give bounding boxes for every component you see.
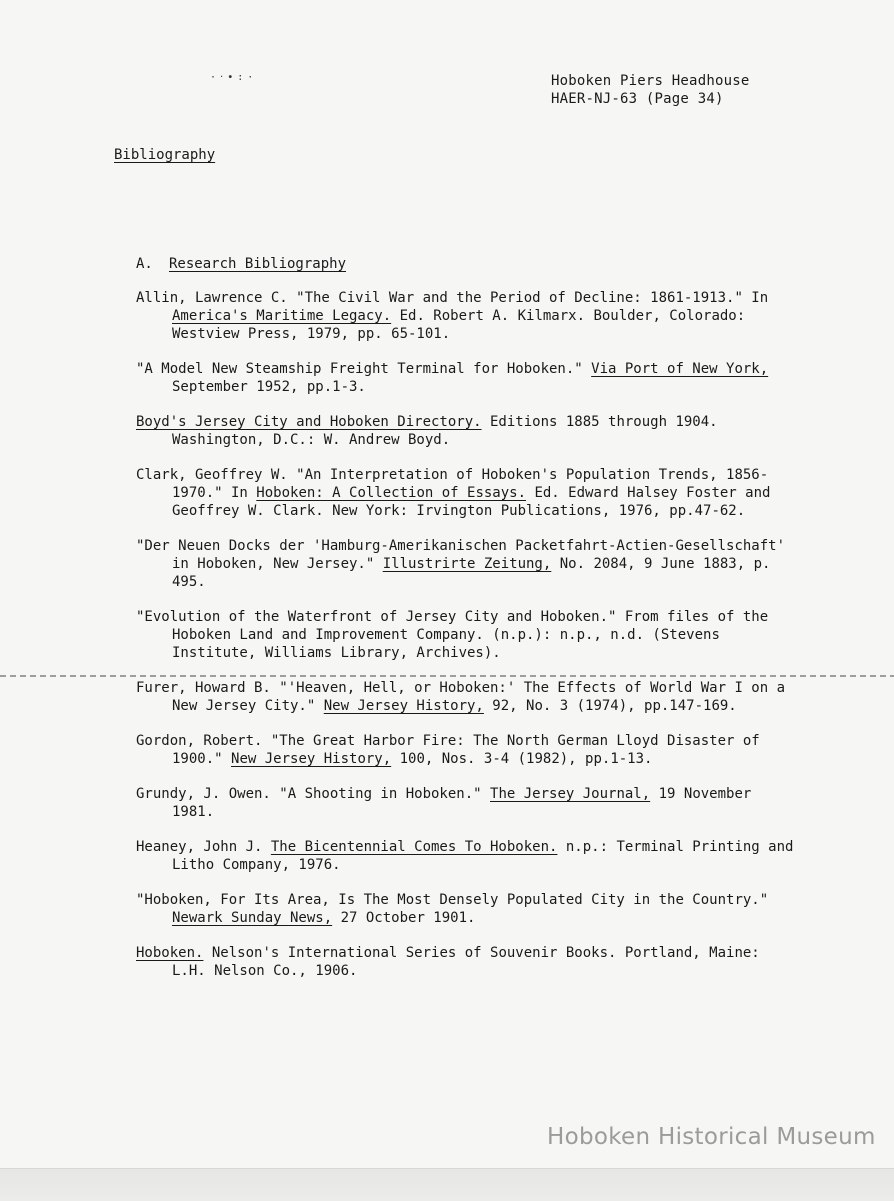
bibliography-entry (136, 360, 796, 396)
entry-title-underlined: Newark Sunday News, (172, 910, 333, 926)
bibliography-entry (136, 838, 802, 874)
bibliography-entry (136, 608, 796, 662)
bibliography-entry (136, 289, 796, 343)
entry-title-underlined: Via Port of New York, (591, 361, 769, 377)
subsection-letter: A. (136, 256, 153, 272)
fold-line (0, 675, 894, 677)
scan-specks: ·‧∙:· (210, 72, 258, 83)
entry-text: Nelson's International Series of Souvenir Books. Portland, Maine: L.H. Nelson Co., 1906. (172, 945, 769, 979)
bibliography-entry (136, 679, 796, 715)
page-header (551, 72, 749, 108)
entry-title-underlined: Illustrirte Zeitung, (382, 556, 552, 572)
entry-text: Heaney, John J. (136, 839, 271, 855)
entry-text: No. 2084, 9 June 1883, p. 495. (172, 556, 779, 590)
entry-text: Furer, Howard B. "'Heaven, Hell, or Hoboken:' The Effects of World War I on a New Jersey City." (136, 680, 794, 714)
entry-text: Gordon, Robert. "The Great Harbor Fire: The North German Lloyd Disaster of 1900." (136, 733, 769, 767)
bibliography-entry (136, 944, 796, 980)
bibliography-entry (136, 785, 796, 821)
bibliography-entry (136, 732, 796, 768)
entry-text: Ed. Edward Halsey Foster and Geoffrey W. Clark. New York: Irvington Publications, 1976, pp.47-62. (172, 485, 779, 519)
entry-title-underlined: Hoboken: A Collection of Essays. (256, 485, 527, 501)
entry-text: "A Model New Steamship Freight Terminal for Hoboken." (136, 361, 592, 377)
entry-text: Clark, Geoffrey W. "An Interpretation of Hoboken's Population Trends, 1856-1970." In (136, 467, 769, 501)
subsection-title: Research Bibliography (169, 256, 347, 272)
bibliography-entry (136, 466, 796, 520)
entry-text: 100, Nos. 3-4 (1982), pp.1-13. (391, 751, 653, 767)
entry-text: "Der Neuen Docks der 'Hamburg-Amerikanischen Packetfahrt-Actien-Gesellschaft' in Hoboken, New Jersey." (136, 538, 794, 572)
bibliography-entry (136, 537, 796, 591)
entry-title-underlined: America's Maritime Legacy. (172, 308, 392, 324)
entry-text: 19 November 1981. (172, 786, 760, 820)
entry-title-underlined: The Bicentennial Comes To Hoboken. (270, 839, 558, 855)
subsection-heading (136, 255, 346, 273)
entry-text: Grundy, J. Owen. "A Shooting in Hoboken." (136, 786, 491, 802)
entry-text: "Evolution of the Waterfront of Jersey City and Hoboken." From files of the Hoboken Land and Improvement Company. (n.p.): n.p., n.d. (Stevens Institute, Williams Library, Archives). (136, 609, 777, 661)
bibliography-entry (136, 413, 796, 449)
entry-title-underlined: New Jersey History, (231, 751, 392, 767)
section-title: Bibliography (114, 147, 216, 163)
entry-title-underlined: The Jersey Journal, (490, 786, 651, 802)
entry-text: Allin, Lawrence C. "The Civil War and the Period of Decline: 1861-1913." In (136, 290, 777, 306)
entry-title-underlined: New Jersey History, (323, 698, 484, 714)
entry-text: 92, No. 3 (1974), pp.147-169. (483, 698, 737, 714)
scan-bottom-edge (0, 1168, 894, 1201)
entry-text: 27 October 1901. (332, 910, 476, 926)
header-title: Hoboken Piers Headhouse (551, 73, 750, 89)
watermark: Hoboken Historical Museum (547, 1124, 876, 1150)
entry-text: "Hoboken, For Its Area, Is The Most Densely Populated City in the Country." (136, 892, 777, 908)
entry-text: Editions 1885 through 1904. Washington, D.C.: W. Andrew Boyd. (172, 414, 727, 448)
header-page-ref: HAER-NJ-63 (Page 34) (551, 91, 724, 107)
entry-text: September 1952, pp.1-3. (172, 361, 777, 395)
entry-text: n.p.: Terminal Printing and Litho Company, 1976. (172, 839, 802, 873)
entry-text: Ed. Robert A. Kilmarx. Boulder, Colorado: Westview Press, 1979, pp. 65-101. (172, 308, 754, 342)
bibliography-entry (136, 891, 796, 927)
entry-title-underlined: Hoboken. (136, 945, 204, 961)
entry-title-underlined: Boyd's Jersey City and Hoboken Directory. (136, 414, 482, 430)
bibliography-list (136, 289, 802, 997)
